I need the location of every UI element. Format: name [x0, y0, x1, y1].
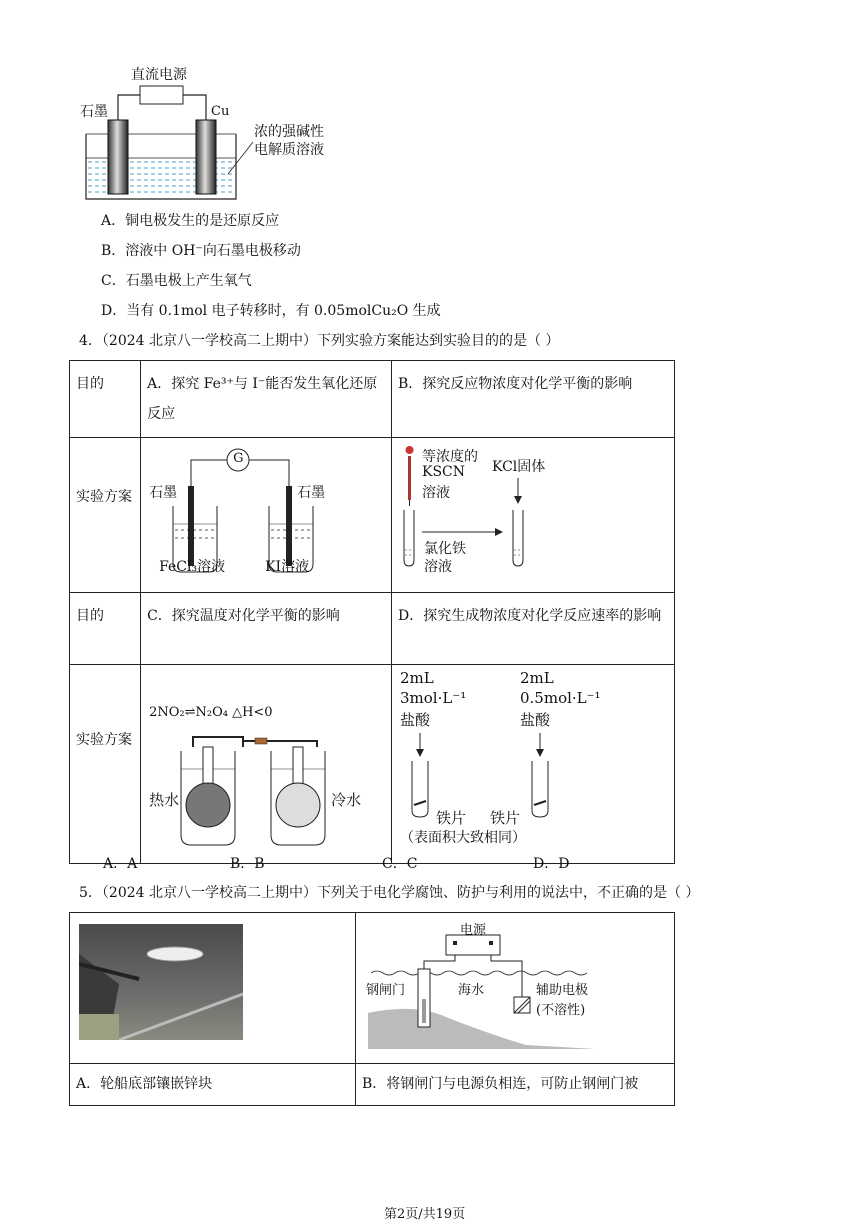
fig-a-right-graphite: 石墨: [297, 485, 326, 501]
q4-fig-d-cell: [392, 665, 675, 864]
q4-plan-label-2: 实验方案: [70, 665, 141, 864]
ki-solution-label: KI溶液: [265, 559, 310, 575]
q3-option-d: D．当有 0.1mol 电子转移时，有 0.05molCu₂O 生成: [101, 303, 441, 319]
q4-stem: 4．（2024 北京八一学校高二上期中）下列实验方案能达到实验目的的是（ ）: [79, 333, 560, 349]
power-supply-label: 电源: [460, 923, 487, 938]
fig-b-drop-3: 溶液: [422, 485, 450, 501]
fig-b-drop-1: 等浓度的: [422, 449, 478, 465]
q4-answer-c: C．C: [382, 856, 418, 872]
fig-b-drop-2: KSCN: [422, 464, 466, 480]
q4-a-purpose: A．探究 Fe³⁺与 I⁻能否发生氧化还原反应: [141, 361, 392, 438]
q3-option-a: A．铜电极发生的是还原反应: [101, 213, 280, 229]
fig-c-equation: 2NO₂⇌N₂O₄ △H<0: [149, 705, 273, 720]
ship-hull-zinc-photo: [79, 924, 243, 1040]
q4-answer-a: A．A: [103, 856, 138, 872]
q4-b-purpose: B．探究反应物浓度对化学平衡的影响: [392, 361, 675, 438]
q5-option-b: B．将钢闸门与电源负相连，可防止钢闸门被: [356, 1064, 675, 1106]
q4-plan-label-1: 实验方案: [70, 438, 141, 593]
solution-label-1: 浓的强碱性: [254, 124, 324, 140]
q4-c-purpose: C．探究温度对化学平衡的影响: [141, 593, 392, 665]
fig-d-left-acid: 盐酸: [400, 711, 431, 729]
seawater-label: 海水: [458, 983, 485, 998]
fig-d-iron-left: 铁片: [436, 809, 467, 827]
q5-stem: 5．（2024 北京八一学校高二上期中）下列关于电化学腐蚀、防护与利用的说法中，不正确的是（ ）: [79, 885, 700, 901]
q4-fig-c-cell: [141, 665, 392, 864]
kcl-solid-label: KCl固体: [492, 459, 546, 475]
fecl3-solution-label: FeCl₃溶液: [159, 559, 226, 575]
q3-option-c: C．石墨电极上产生氧气: [101, 273, 252, 289]
q5-table: [69, 912, 675, 1106]
fig-d-right-volume: 2mL: [520, 669, 554, 687]
q4-fig-b-cell: [392, 438, 675, 593]
page-footer: 第2页/共19页: [384, 1207, 466, 1222]
insoluble-label: (不溶性): [536, 1003, 586, 1018]
fig-b-sol-1: 氯化铁: [424, 541, 466, 557]
q4-d-purpose: D．探究生成物浓度对化学反应速率的影响: [392, 593, 675, 665]
steel-gate-label: 钢闸门: [366, 983, 406, 998]
q5-photo-cell: [70, 913, 356, 1064]
q3-option-b: B．溶液中 OH⁻向石墨电极移动: [101, 243, 301, 259]
cu-label: Cu: [211, 104, 230, 119]
q4-purpose-label-1: 目的: [70, 361, 141, 438]
fig-d-left-volume: 2mL: [400, 669, 434, 687]
q4-table: [69, 360, 675, 864]
fig-d-right-conc: 0.5mol·L⁻¹: [520, 689, 601, 707]
fig-d-note: （表面积大致相同）: [400, 830, 526, 846]
graphite-label: 石墨: [80, 104, 108, 120]
q4-fig-c: [141, 665, 389, 859]
q5-option-a: A．轮船底部镶嵌锌块: [70, 1064, 356, 1106]
galvanometer-label: G: [233, 451, 244, 466]
fig-d-left-conc: 3mol·L⁻¹: [400, 689, 467, 707]
q5-fig-b-cell: [356, 913, 675, 1064]
aux-electrode-label: 辅助电极: [536, 983, 589, 998]
solution-label-2: 电解质溶液: [254, 142, 324, 158]
fig-b-sol-2: 溶液: [424, 559, 452, 575]
cold-water-label: 冷水: [331, 791, 362, 809]
power-source-label: 直流电源: [131, 67, 187, 83]
fig-a-left-graphite: 石墨: [149, 485, 178, 501]
q4-purpose-label-2: 目的: [70, 593, 141, 665]
q4-answer-d: D．D: [533, 856, 570, 872]
hot-water-label: 热水: [149, 791, 180, 809]
fig-d-right-acid: 盐酸: [520, 711, 551, 729]
q4-answer-b: B．B: [230, 856, 265, 872]
fig-d-iron-right: 铁片: [490, 809, 521, 827]
q4-fig-a-cell: [141, 438, 392, 593]
